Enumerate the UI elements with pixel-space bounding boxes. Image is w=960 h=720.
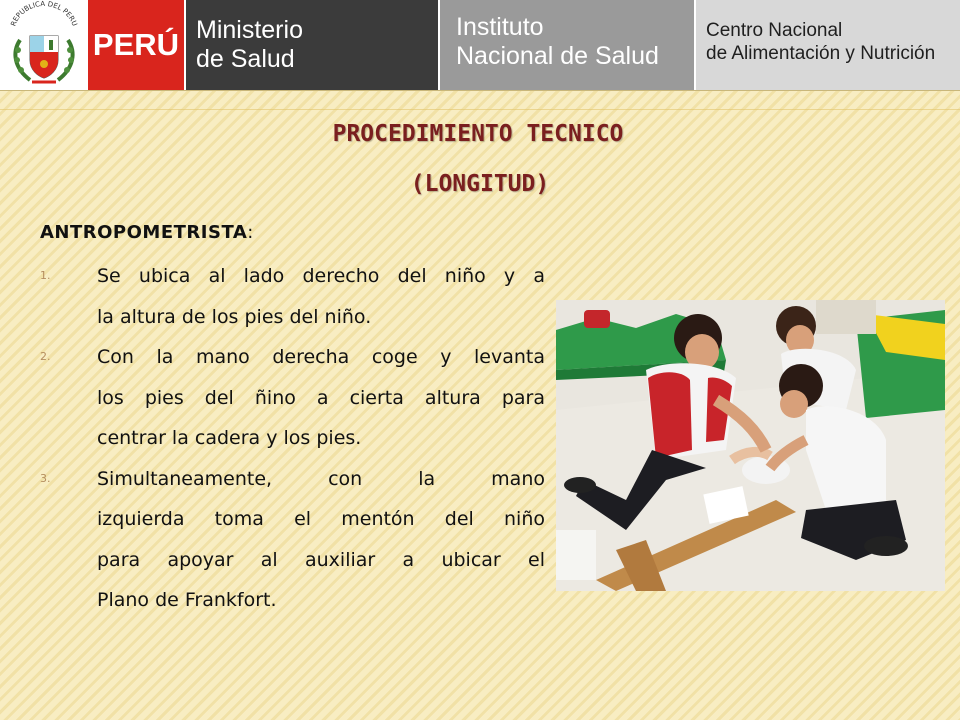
role-colon: : xyxy=(247,222,254,243)
svg-text:REPUBLICA DEL PERU xyxy=(9,0,78,27)
step-line: Se ubica al lado derecho del niño y a xyxy=(97,265,545,287)
step-line: para apoyar al auxiliar a ubicar el xyxy=(97,548,545,571)
list-item xyxy=(40,337,545,459)
step-line: izquierda toma el mentón del niño xyxy=(97,508,545,530)
centro-line2: de Alimentación y Nutrición xyxy=(706,43,936,64)
steps-list xyxy=(40,256,545,621)
step-line: Plano de Frankfort. xyxy=(97,589,277,611)
step-number: 3. xyxy=(40,471,51,485)
step-line: la altura de los pies del niño. xyxy=(97,305,372,328)
slide-body xyxy=(0,91,960,720)
list-item xyxy=(40,256,545,337)
crest-text: REPUBLICA DEL PERU xyxy=(9,0,79,28)
instituto-line1: Instituto xyxy=(456,13,544,41)
peru-label: PERÚ xyxy=(92,27,180,62)
procedure-photo xyxy=(556,300,945,591)
step-line: centrar la cadera y los pies. xyxy=(97,427,362,449)
header-banner xyxy=(0,0,960,91)
step-number: 2. xyxy=(40,350,51,363)
step-number: 1. xyxy=(40,269,51,282)
centro-line1: Centro Nacional xyxy=(706,20,843,41)
ministerio-line2: de Salud xyxy=(196,45,295,73)
ministerio-line1: Ministerio xyxy=(196,16,303,44)
list-item xyxy=(40,459,545,621)
slide-title: PROCEDIMIENTO TECNICO xyxy=(332,121,624,147)
slide-subtitle: (LONGITUD) xyxy=(410,171,550,197)
divider xyxy=(0,109,960,110)
step-line: los pies del ñino a cierta altura para xyxy=(97,386,545,409)
centro-nacional-logo xyxy=(696,0,960,90)
step-line: Simultaneamente, con la mano xyxy=(97,467,545,490)
ministerio-logo xyxy=(186,0,438,90)
instituto-logo xyxy=(440,0,694,90)
role-label: ANTROPOMETRISTA xyxy=(40,222,248,243)
step-line: Con la mano derecha coge y levanta xyxy=(97,346,545,368)
coat-of-arms-icon xyxy=(0,0,88,90)
peru-logo xyxy=(88,0,184,90)
instituto-line2: Nacional de Salud xyxy=(456,42,659,70)
role-heading xyxy=(40,222,254,243)
